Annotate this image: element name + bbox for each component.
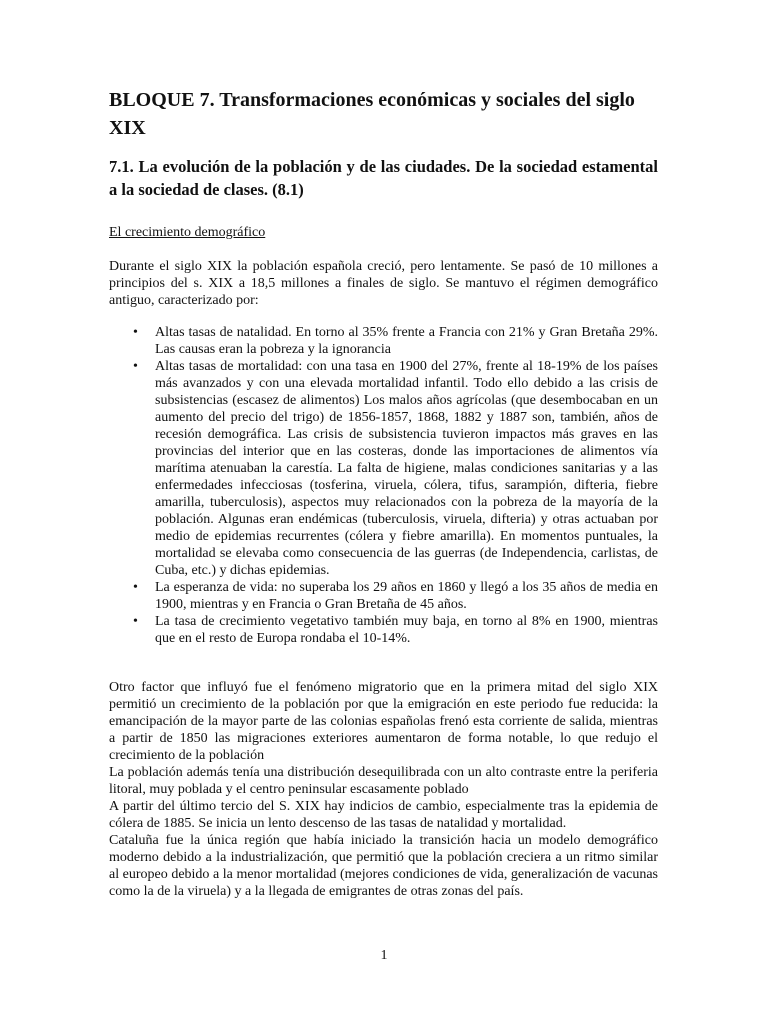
body-paragraph: Otro factor que influyó fue el fenómeno migratorio que en la primera mitad del siglo XIX permitió un crecimiento de la población por que la emigración en este periodo fue reducida: la emancipación de la mayor parte de las colonias españolas frenó esta corriente de salida, mientras a partir de 1850 las migraciones exteriores aumentaron de forma notable, lo que redujo el crecimiento de la población [109,680,658,763]
section-title: 7.1. La evolución de la población y de las ciudades. De la sociedad estamental a la sociedad de clases. (8.1) [109,157,658,199]
bullet-item [133,579,658,613]
body-paragraph: A partir del último tercio del S. XIX hay indicios de cambio, especialmente tras la epidemia de cólera de 1885. Se inicia un lento descenso de las tasas de natalidad y mortalidad. [109,799,658,831]
bullet-icon: • [133,325,138,340]
bullet-item [133,613,658,647]
body-paragraph: Cataluña fue la única región que había iniciado la transición hacia un modelo demográfico moderno debido a la industrialización, que permitió que la población creciera a un ritmo similar al europeo debido a la menor mortalidad (mejores condiciones de vida, generalización de vacunas como la de la viruela) y a la llegada de emigrantes de otras zonas del país. [109,833,658,899]
bullet-item [133,324,658,358]
bullet-list [133,324,658,647]
bullet-text: Altas tasas de natalidad. En torno al 35% frente a Francia con 21% y Gran Bretaña 29%. Las causas eran la pobreza y la ignorancia [155,325,658,357]
bullet-text: Altas tasas de mortalidad: con una tasa en 1900 del 27%, frente al 18-19% de los países más avanzados y con una elevada mortalidad infantil. Todo ello debido a las crisis de subsistencias (escasez de alimentos) Los malos años agrícolas (que desembocaban en un aumento del precio del trigo) de 1856-1857, 1868, 1882 y 1887 son, también, años de recesión demográfica. Las crisis de subsistencia tuvieron impactos más graves en las provincias del interior que en las costeras, donde las importaciones de alimentos vía marítima atenuaban la carestía. La falta de higiene, malas condiciones sanitarias y a las enfermedades infecciosas (tosferina, viruela, cólera, tifus, sarampión, difteria, fiebre amarilla, tuberculosis), aspectos muy relacionados con la pobreza de la mayoría de la población. Algunas eran endémicas (tuberculosis, viruela, difteria) y otras actuaban por medio de epidemias recurrentes (cólera y fiebre amarilla). En momentos puntuales, la mortalidad se elevaba como consecuencia de las guerras (de Independencia, carlistas, de Cuba, etc.) y dichas epidemias. [155,359,658,578]
bullet-item [133,358,658,579]
body-paragraphs [109,679,658,900]
bullet-icon: • [133,614,138,629]
document-page [109,86,658,899]
body-paragraph: La población además tenía una distribución desequilibrada con un alto contraste entre la periferia litoral, muy poblada y el centro peninsular escasamente poblado [109,765,658,797]
page-number: 1 [380,948,388,963]
intro-paragraph: Durante el siglo XIX la población española creció, pero lentamente. Se pasó de 10 millones a principios del s. XIX a 18,5 millones a finales de siglo. Se mantuvo el régimen demográfico antiguo, caracterizado por: [109,259,658,308]
block-title: BLOQUE 7. Transformaciones económicas y sociales del siglo XIX [109,89,635,139]
bullet-icon: • [133,359,138,374]
bullet-icon: • [133,580,138,595]
bullet-text: La esperanza de vida: no superaba los 29 años en 1860 y llegó a los 35 años de media en 1900, mientras y en Francia o Gran Bretaña de 45 años. [155,580,658,612]
bullet-text: La tasa de crecimiento vegetativo también muy baja, en torno al 8% en 1900, mientras que en el resto de Europa rondaba el 10-14%. [155,614,658,646]
subheading: El crecimiento demográfico [109,225,266,240]
